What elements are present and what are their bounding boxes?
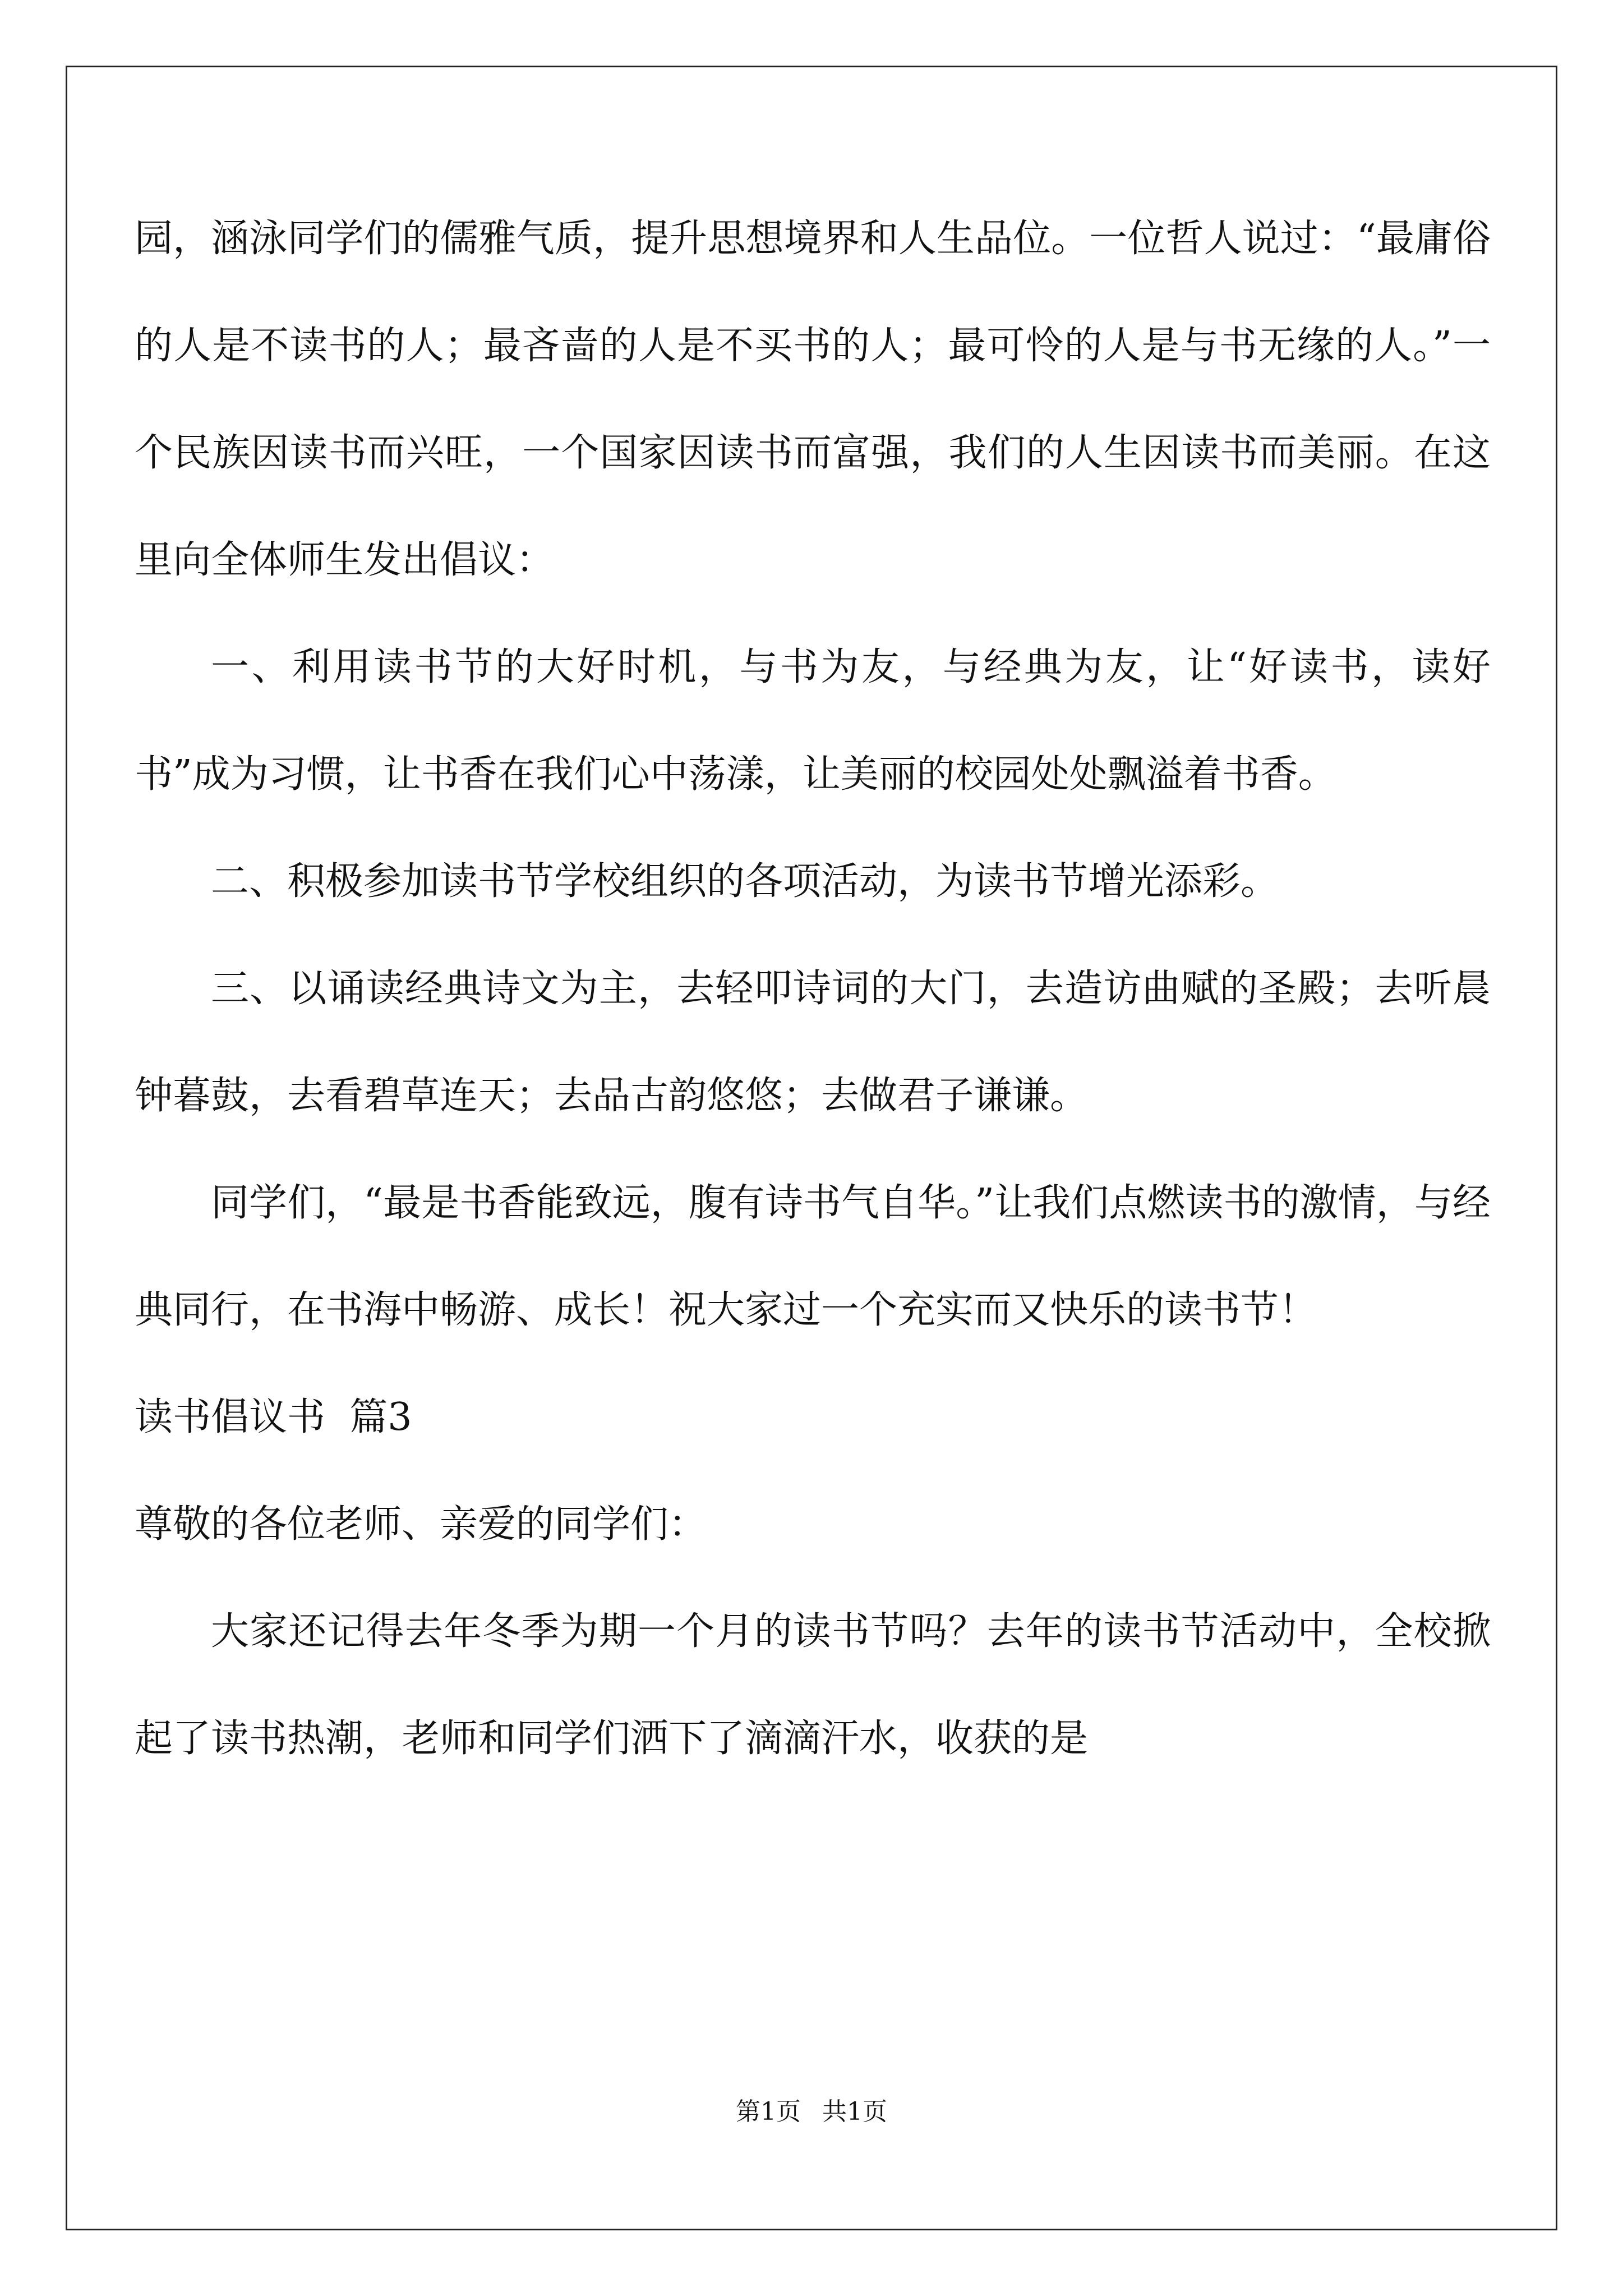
paragraph-proposal-three: 三、以诵读经典诗文为主，去轻叩诗词的大门，去造访曲赋的圣殿；去听晨钟暮鼓，去看碧草连天；去品古韵悠悠；去做君子谦谦。 [135,967,1491,1118]
page-total: 共1页 [822,2097,887,2126]
paragraph-intro-continued: 园，涵泳同学们的儒雅气质，提升思想境界和人生品位。一位哲人说过：“最庸俗的人是不读书的人；最吝啬的人是不买书的人；最可怜的人是与书无缘的人。”一个民族因读书而兴旺，一个国家因读书而富强，我们的人生因读书而美丽。在这里向全体师生发出倡议： [135,217,1491,582]
paragraph-proposal-one: 一、利用读书节的大好时机，与书为友，与经典为友，让“好读书，读好书”成为习惯，让书香在我们心中荡漾，让美丽的校园处处飘溢着书香。 [135,645,1491,797]
paragraph-closing: 同学们，“最是书香能致远，腹有诗书气自华。”让我们点燃读书的激情，与经典同行，在书海中畅游、成长！祝大家过一个充实而又快乐的读书节！ [135,1181,1491,1332]
paragraph-proposal-two: 二、积极参加读书节学校组织的各项活动，为读书节增光添彩。 [211,859,1279,904]
page-number: 第1页 [736,2097,801,2126]
section-heading: 读书倡议书 篇3 [135,1395,412,1439]
salutation: 尊敬的各位老师、亲爱的同学们： [135,1502,707,1547]
document-body [135,185,1491,1792]
paragraph-section3-body: 大家还记得去年冬季为期一个月的读书节吗？去年的读书节活动中，全校掀起了读书热潮，老师和同学们洒下了滴滴汗水，收获的是 [135,1609,1491,1761]
page-footer [0,2095,1623,2129]
